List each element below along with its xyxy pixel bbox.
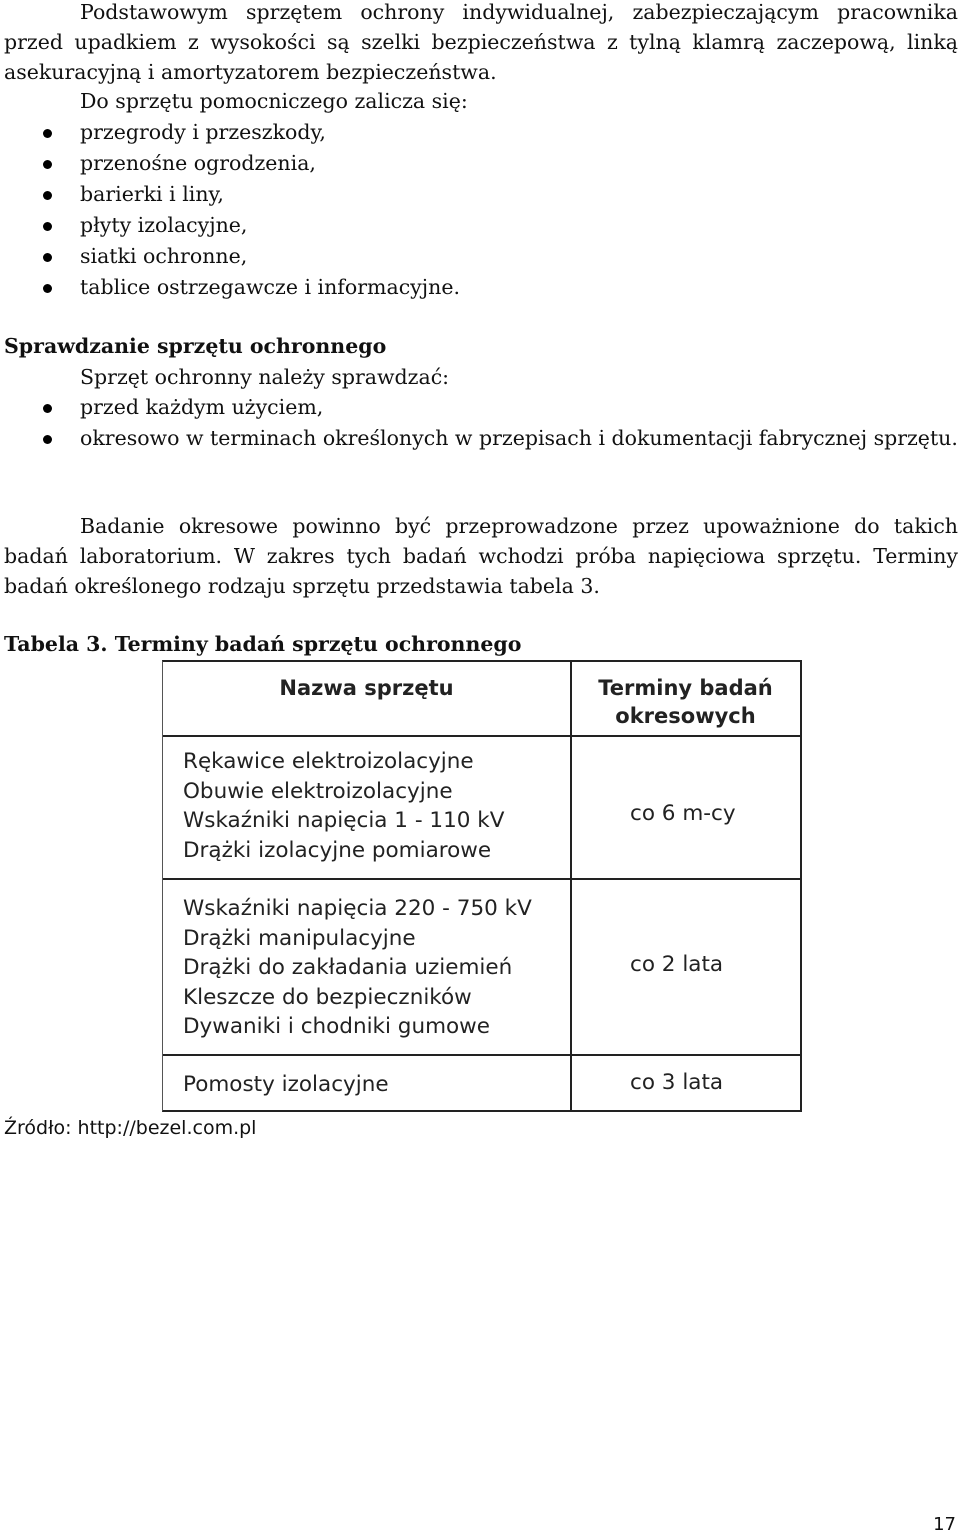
list-item: barierki i liny, [0, 179, 958, 210]
list-item: okresowo w terminach określonych w przepisach i dokumentacji fabrycznej sprzętu. [0, 423, 958, 454]
table-divider [163, 878, 800, 880]
auxiliary-equipment-list [0, 117, 958, 303]
table-row-equipment: Pomosty izolacyjne [183, 1072, 389, 1097]
intro-paragraph: Podstawowym sprzętem ochrony indywidualnej, zabezpieczającym pracownika przed upadkiem z wysokości są szelki bezpieczeństwa z tylną klamrą zaczepową, linką asekuracyjną i amortyzatorem bezpieczeństwa. [4, 0, 958, 84]
list-item: płyty izolacyjne, [0, 210, 958, 241]
table-row-equipment: Rękawice elektroizolacyjne Obuwie elektroizolacyjne Wskaźniki napięcia 1 - 110 kV Drążki izolacyjne pomiarowe [183, 749, 505, 863]
table-row-period: co 3 lata [630, 1070, 724, 1095]
table-source: Źródło: http://bezel.com.pl [4, 1117, 257, 1139]
auxiliary-equipment-lead: Do sprzętu pomocniczego zalicza się: [80, 89, 468, 113]
list-item: siatki ochronne, [0, 241, 958, 272]
column-header: Nazwa sprzętu [279, 676, 454, 700]
bullet-icon [43, 191, 52, 200]
inspection-list [0, 392, 958, 454]
bullet-icon [43, 129, 52, 138]
list-item: przed każdym użyciem, [0, 392, 958, 423]
bullet-icon [43, 222, 52, 231]
bullet-icon [43, 435, 52, 444]
bullet-icon [43, 160, 52, 169]
list-item: przenośne ogrodzenia, [0, 148, 958, 179]
bullet-icon [43, 284, 52, 293]
section-heading: Sprawdzanie sprzętu ochronnego [4, 334, 387, 358]
list-item: przegrody i przeszkody, [0, 117, 958, 148]
table-row-period: co 6 m-cy [630, 801, 736, 826]
table-divider [163, 1054, 800, 1056]
table-row-equipment: Wskaźniki napięcia 220 - 750 kV Drążki manipulacyjne Drążki do zakładania uziemień Kleszcze do bezpieczników Dywaniki i chodniki gumowe [183, 896, 532, 1039]
table-row-period: co 2 lata [630, 952, 724, 977]
inspection-periods-table [162, 660, 802, 1112]
table-divider [163, 735, 800, 737]
section-paragraph: Badanie okresowe powinno być przeprowadzone przez upoważnione do takich badań laboratorium. W zakres tych badań wchodzi próba napięciowa sprzętu. Terminy badań określonego rodzaju sprzętu przedstawia tabela 3. [4, 514, 958, 598]
bullet-icon [43, 253, 52, 262]
table-caption: Tabela 3. Terminy badań sprzętu ochronnego [4, 632, 522, 656]
column-header: Terminy badań okresowych [598, 676, 773, 728]
bullet-icon [43, 404, 52, 413]
section-lead: Sprzęt ochronny należy sprawdzać: [80, 365, 450, 389]
list-item: tablice ostrzegawcze i informacyjne. [0, 272, 958, 303]
page-number: 17 [933, 1514, 956, 1535]
